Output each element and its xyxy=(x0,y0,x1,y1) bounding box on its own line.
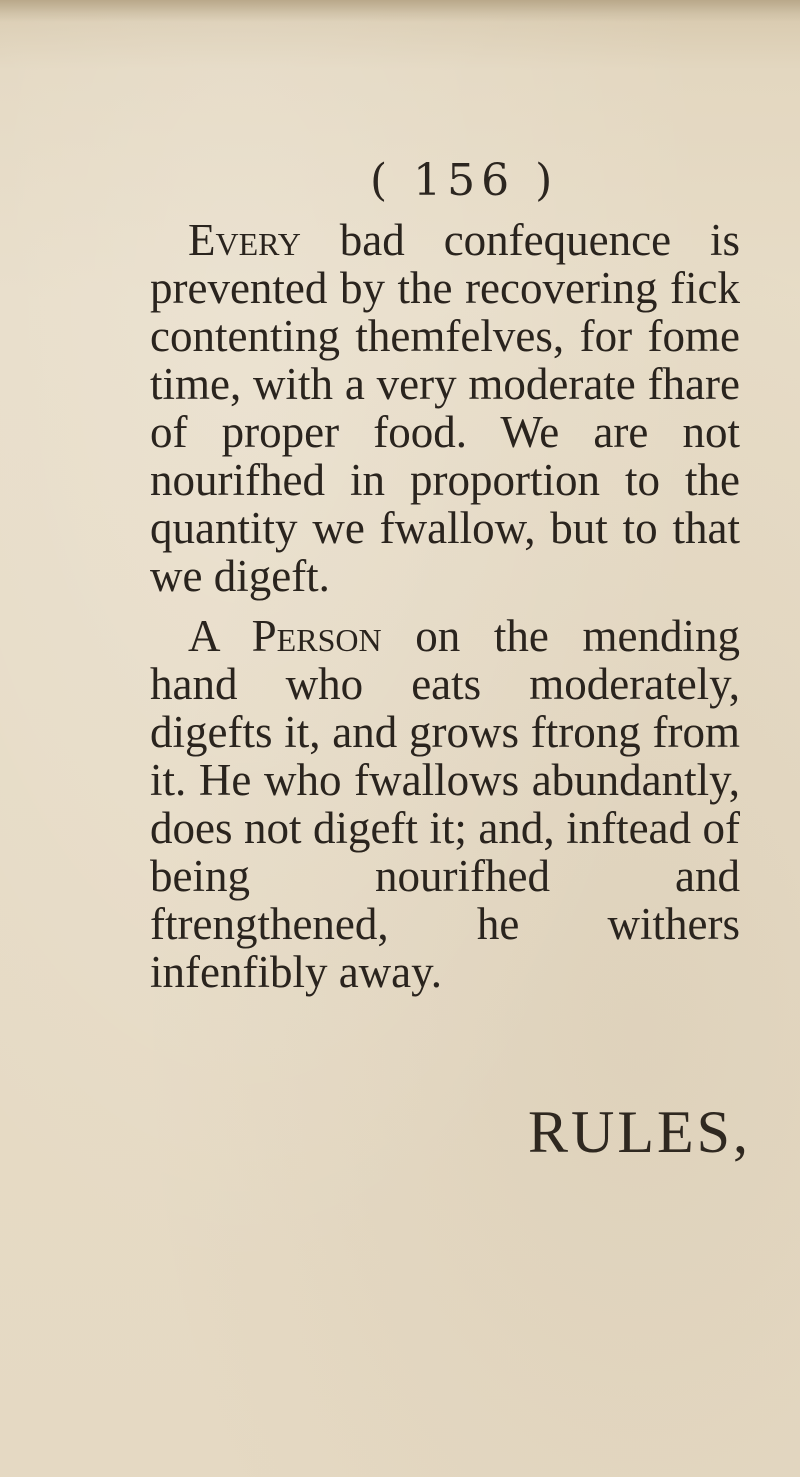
paragraph-1 xyxy=(150,216,740,600)
paragraph-2-text: on the mending hand who eats moderately, digefts it, and grows ftrong from it. He who fwallows abundantly, does not digeft it; and, inftead of being nourifhed and ftrengthened, he withers infenfibly away. xyxy=(150,611,740,997)
paragraph-1-lead: Every xyxy=(188,215,301,265)
section-heading: RULES, xyxy=(528,1099,752,1165)
paragraph-2-lead: A Person xyxy=(188,611,382,661)
page-number: ( 156 ) xyxy=(370,155,559,206)
page-top-edge xyxy=(0,0,800,22)
paragraph-2 xyxy=(150,612,740,996)
paragraph-1-text: bad confequence is prevented by the recovering fick contenting themfelves, for fome time, with a very moderate fhare of proper food. We are not nourifhed in proportion to the quantity we fwallow, but to that we digeft. xyxy=(150,215,740,601)
